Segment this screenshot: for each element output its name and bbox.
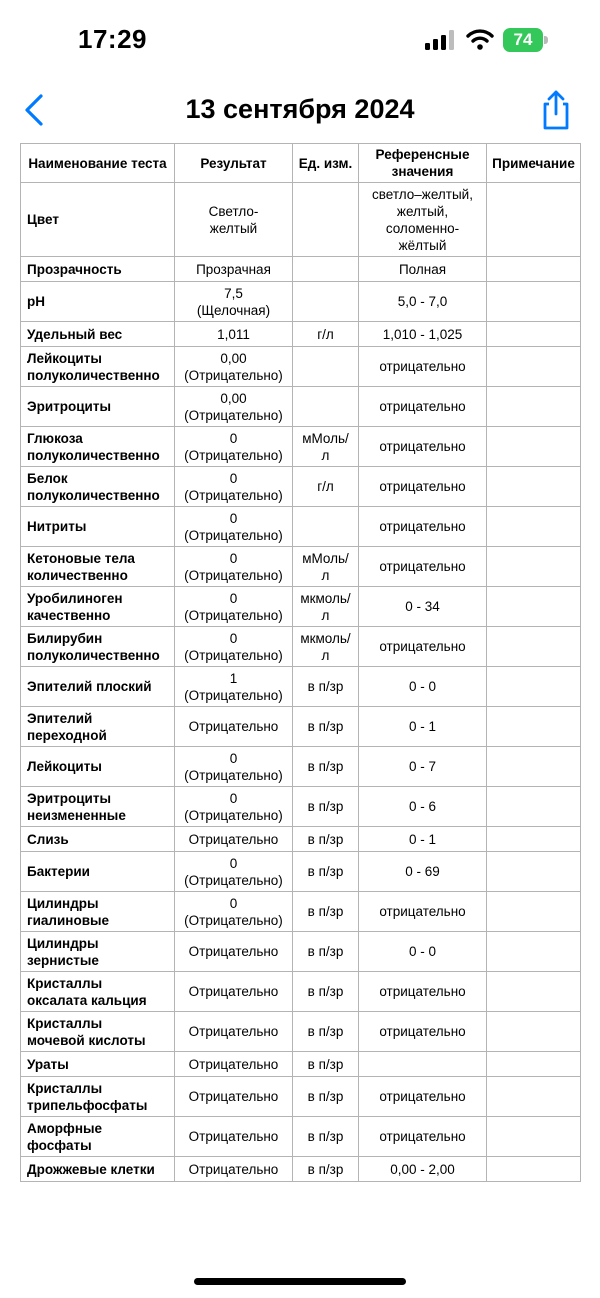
cell-result: 0 (Отрицательно) [175, 467, 293, 507]
cell-note [487, 507, 581, 547]
table-header-row [21, 144, 581, 183]
cell-note [487, 427, 581, 467]
cell-result: 0 (Отрицательно) [175, 892, 293, 932]
cell-note [487, 257, 581, 282]
cell-unit: в п/зр [293, 972, 359, 1012]
cell-note [487, 282, 581, 322]
table-row [21, 667, 581, 707]
cell-reference: 0 - 0 [359, 667, 487, 707]
cell-unit [293, 257, 359, 282]
wifi-icon [466, 28, 494, 50]
cell-test-name: Цилиндры гиалиновые [21, 892, 175, 932]
cell-reference: 0 - 0 [359, 932, 487, 972]
cell-test-name: Лейкоциты полуколичественно [21, 347, 175, 387]
table-row [21, 627, 581, 667]
cell-unit: в п/зр [293, 1117, 359, 1157]
battery-level: 74 [503, 28, 543, 52]
cellular-signal-icon [425, 30, 457, 50]
cell-unit: в п/зр [293, 707, 359, 747]
cell-result: 7,5 (Щелочная) [175, 282, 293, 322]
table-row [21, 1117, 581, 1157]
cell-reference: отрицательно [359, 1012, 487, 1052]
cell-note [487, 932, 581, 972]
cell-result: Отрицательно [175, 1052, 293, 1077]
cell-note [487, 467, 581, 507]
cell-unit [293, 282, 359, 322]
cell-reference: светло–желтый, желтый, соломенно- жёлтый [359, 183, 487, 257]
table-row [21, 507, 581, 547]
cell-reference: отрицательно [359, 547, 487, 587]
cell-result: 0 (Отрицательно) [175, 547, 293, 587]
cell-test-name: Аморфные фосфаты [21, 1117, 175, 1157]
cell-test-name: Уробилиноген качественно [21, 587, 175, 627]
cell-note [487, 707, 581, 747]
table-row [21, 892, 581, 932]
cell-unit: г/л [293, 467, 359, 507]
cell-note [487, 827, 581, 852]
header-result: Результат [175, 144, 293, 183]
cell-test-name: Бактерии [21, 852, 175, 892]
cell-unit: в п/зр [293, 892, 359, 932]
cell-note [487, 1117, 581, 1157]
header-note: Примечание [487, 144, 581, 183]
home-indicator[interactable] [194, 1278, 406, 1285]
table-row [21, 427, 581, 467]
navigation-bar [0, 80, 600, 140]
cell-result: 0 (Отрицательно) [175, 587, 293, 627]
cell-unit: в п/зр [293, 827, 359, 852]
cell-reference: 0 - 34 [359, 587, 487, 627]
cell-note [487, 1157, 581, 1182]
cell-reference: 0 - 1 [359, 827, 487, 852]
cell-unit: в п/зр [293, 1157, 359, 1182]
table-row [21, 183, 581, 257]
header-test-name: Наименование теста [21, 144, 175, 183]
cell-reference: 0,00 - 2,00 [359, 1157, 487, 1182]
cell-reference: 0 - 69 [359, 852, 487, 892]
table-row [21, 707, 581, 747]
battery-icon [503, 28, 549, 52]
cell-result: Отрицательно [175, 827, 293, 852]
cell-unit: мМоль/ л [293, 547, 359, 587]
cell-result: 0 (Отрицательно) [175, 427, 293, 467]
cell-result: 0 (Отрицательно) [175, 852, 293, 892]
cell-unit [293, 347, 359, 387]
cell-test-name: Эритроциты неизмененные [21, 787, 175, 827]
share-icon[interactable] [538, 88, 574, 132]
cell-test-name: Эпителий переходной [21, 707, 175, 747]
cell-note [487, 627, 581, 667]
cell-test-name: Глюкоза полуколичественно [21, 427, 175, 467]
cell-result: Отрицательно [175, 1157, 293, 1182]
header-unit: Ед. изм. [293, 144, 359, 183]
cell-reference: отрицательно [359, 387, 487, 427]
cell-test-name: Цилиндры зернистые [21, 932, 175, 972]
cell-reference: 0 - 1 [359, 707, 487, 747]
cell-test-name: Белок полуколичественно [21, 467, 175, 507]
cell-test-name: Ураты [21, 1052, 175, 1077]
cell-unit: в п/зр [293, 787, 359, 827]
cell-note [487, 183, 581, 257]
cell-unit: в п/зр [293, 852, 359, 892]
cell-test-name: Кристаллы трипельфосфаты [21, 1077, 175, 1117]
table-row [21, 322, 581, 347]
table-row [21, 1012, 581, 1052]
cell-test-name: Эритроциты [21, 387, 175, 427]
cell-unit: в п/зр [293, 667, 359, 707]
status-bar [0, 0, 600, 80]
cell-note [487, 972, 581, 1012]
cell-reference: 0 - 6 [359, 787, 487, 827]
cell-unit: в п/зр [293, 932, 359, 972]
table-row [21, 852, 581, 892]
cell-note [487, 587, 581, 627]
cell-note [487, 387, 581, 427]
cell-unit: мМоль/ л [293, 427, 359, 467]
table-row [21, 747, 581, 787]
cell-test-name: Лейкоциты [21, 747, 175, 787]
cell-test-name: Удельный вес [21, 322, 175, 347]
cell-test-name: Дрожжевые клетки [21, 1157, 175, 1182]
cell-test-name: Билирубин полуколичественно [21, 627, 175, 667]
cell-result: Отрицательно [175, 972, 293, 1012]
table-row [21, 282, 581, 322]
cell-note [487, 1012, 581, 1052]
cell-unit: в п/зр [293, 1052, 359, 1077]
cell-note [487, 892, 581, 932]
cell-result: Отрицательно [175, 1117, 293, 1157]
cell-result: Отрицательно [175, 932, 293, 972]
table-body [21, 183, 581, 1182]
cell-result: 0 (Отрицательно) [175, 787, 293, 827]
cell-note [487, 747, 581, 787]
page-title: 13 сентября 2024 [185, 94, 415, 124]
cell-reference: отрицательно [359, 427, 487, 467]
cell-reference: отрицательно [359, 1117, 487, 1157]
table-row [21, 387, 581, 427]
cell-result: 0 (Отрицательно) [175, 507, 293, 547]
table-row [21, 587, 581, 627]
battery-tip [544, 36, 548, 44]
cell-test-name: Слизь [21, 827, 175, 852]
table-row [21, 547, 581, 587]
cell-unit: г/л [293, 322, 359, 347]
cell-reference: отрицательно [359, 1077, 487, 1117]
cell-result: Отрицательно [175, 1077, 293, 1117]
cell-test-name: Нитриты [21, 507, 175, 547]
cell-result: 0,00 (Отрицательно) [175, 347, 293, 387]
cell-reference: Полная [359, 257, 487, 282]
cell-reference: отрицательно [359, 347, 487, 387]
table-row [21, 787, 581, 827]
table-row [21, 347, 581, 387]
cell-unit [293, 387, 359, 427]
results-table-container [20, 143, 580, 1182]
cell-test-name: Кристаллы мочевой кислоты [21, 1012, 175, 1052]
cell-unit: в п/зр [293, 1012, 359, 1052]
cell-reference: отрицательно [359, 972, 487, 1012]
cell-unit: мкмоль/ л [293, 587, 359, 627]
cell-note [487, 852, 581, 892]
table-row [21, 1077, 581, 1117]
cell-test-name: Цвет [21, 183, 175, 257]
cell-reference: отрицательно [359, 467, 487, 507]
header-reference: Референсные значения [359, 144, 487, 183]
cell-result: 0,00 (Отрицательно) [175, 387, 293, 427]
table-row [21, 467, 581, 507]
table-row [21, 1052, 581, 1077]
table-row [21, 932, 581, 972]
cell-result: Отрицательно [175, 707, 293, 747]
table-row [21, 827, 581, 852]
cell-reference: отрицательно [359, 627, 487, 667]
cell-result: 1 (Отрицательно) [175, 667, 293, 707]
cell-reference: отрицательно [359, 507, 487, 547]
cell-result: 1,011 [175, 322, 293, 347]
cell-result: Светло- желтый [175, 183, 293, 257]
cell-test-name: Эпителий плоский [21, 667, 175, 707]
cell-note [487, 667, 581, 707]
cell-test-name: Прозрачность [21, 257, 175, 282]
cell-result: Прозрачная [175, 257, 293, 282]
cell-unit [293, 507, 359, 547]
table-row [21, 1157, 581, 1182]
cell-reference: 5,0 - 7,0 [359, 282, 487, 322]
cell-unit [293, 183, 359, 257]
cell-note [487, 322, 581, 347]
table-row [21, 972, 581, 1012]
cell-note [487, 547, 581, 587]
cell-result: 0 (Отрицательно) [175, 747, 293, 787]
cell-reference [359, 1052, 487, 1077]
cell-reference: отрицательно [359, 892, 487, 932]
cell-result: Отрицательно [175, 1012, 293, 1052]
cell-note [487, 1077, 581, 1117]
cell-unit: в п/зр [293, 1077, 359, 1117]
results-table [20, 143, 581, 1182]
cell-note [487, 347, 581, 387]
cell-unit: мкмоль/ л [293, 627, 359, 667]
cell-unit: в п/зр [293, 747, 359, 787]
cell-note [487, 787, 581, 827]
cell-test-name: pH [21, 282, 175, 322]
cell-test-name: Кетоновые тела количественно [21, 547, 175, 587]
status-time: 17:29 [78, 24, 147, 54]
cell-note [487, 1052, 581, 1077]
table-row [21, 257, 581, 282]
cell-reference: 0 - 7 [359, 747, 487, 787]
cell-reference: 1,010 - 1,025 [359, 322, 487, 347]
cell-result: 0 (Отрицательно) [175, 627, 293, 667]
cell-test-name: Кристаллы оксалата кальция [21, 972, 175, 1012]
